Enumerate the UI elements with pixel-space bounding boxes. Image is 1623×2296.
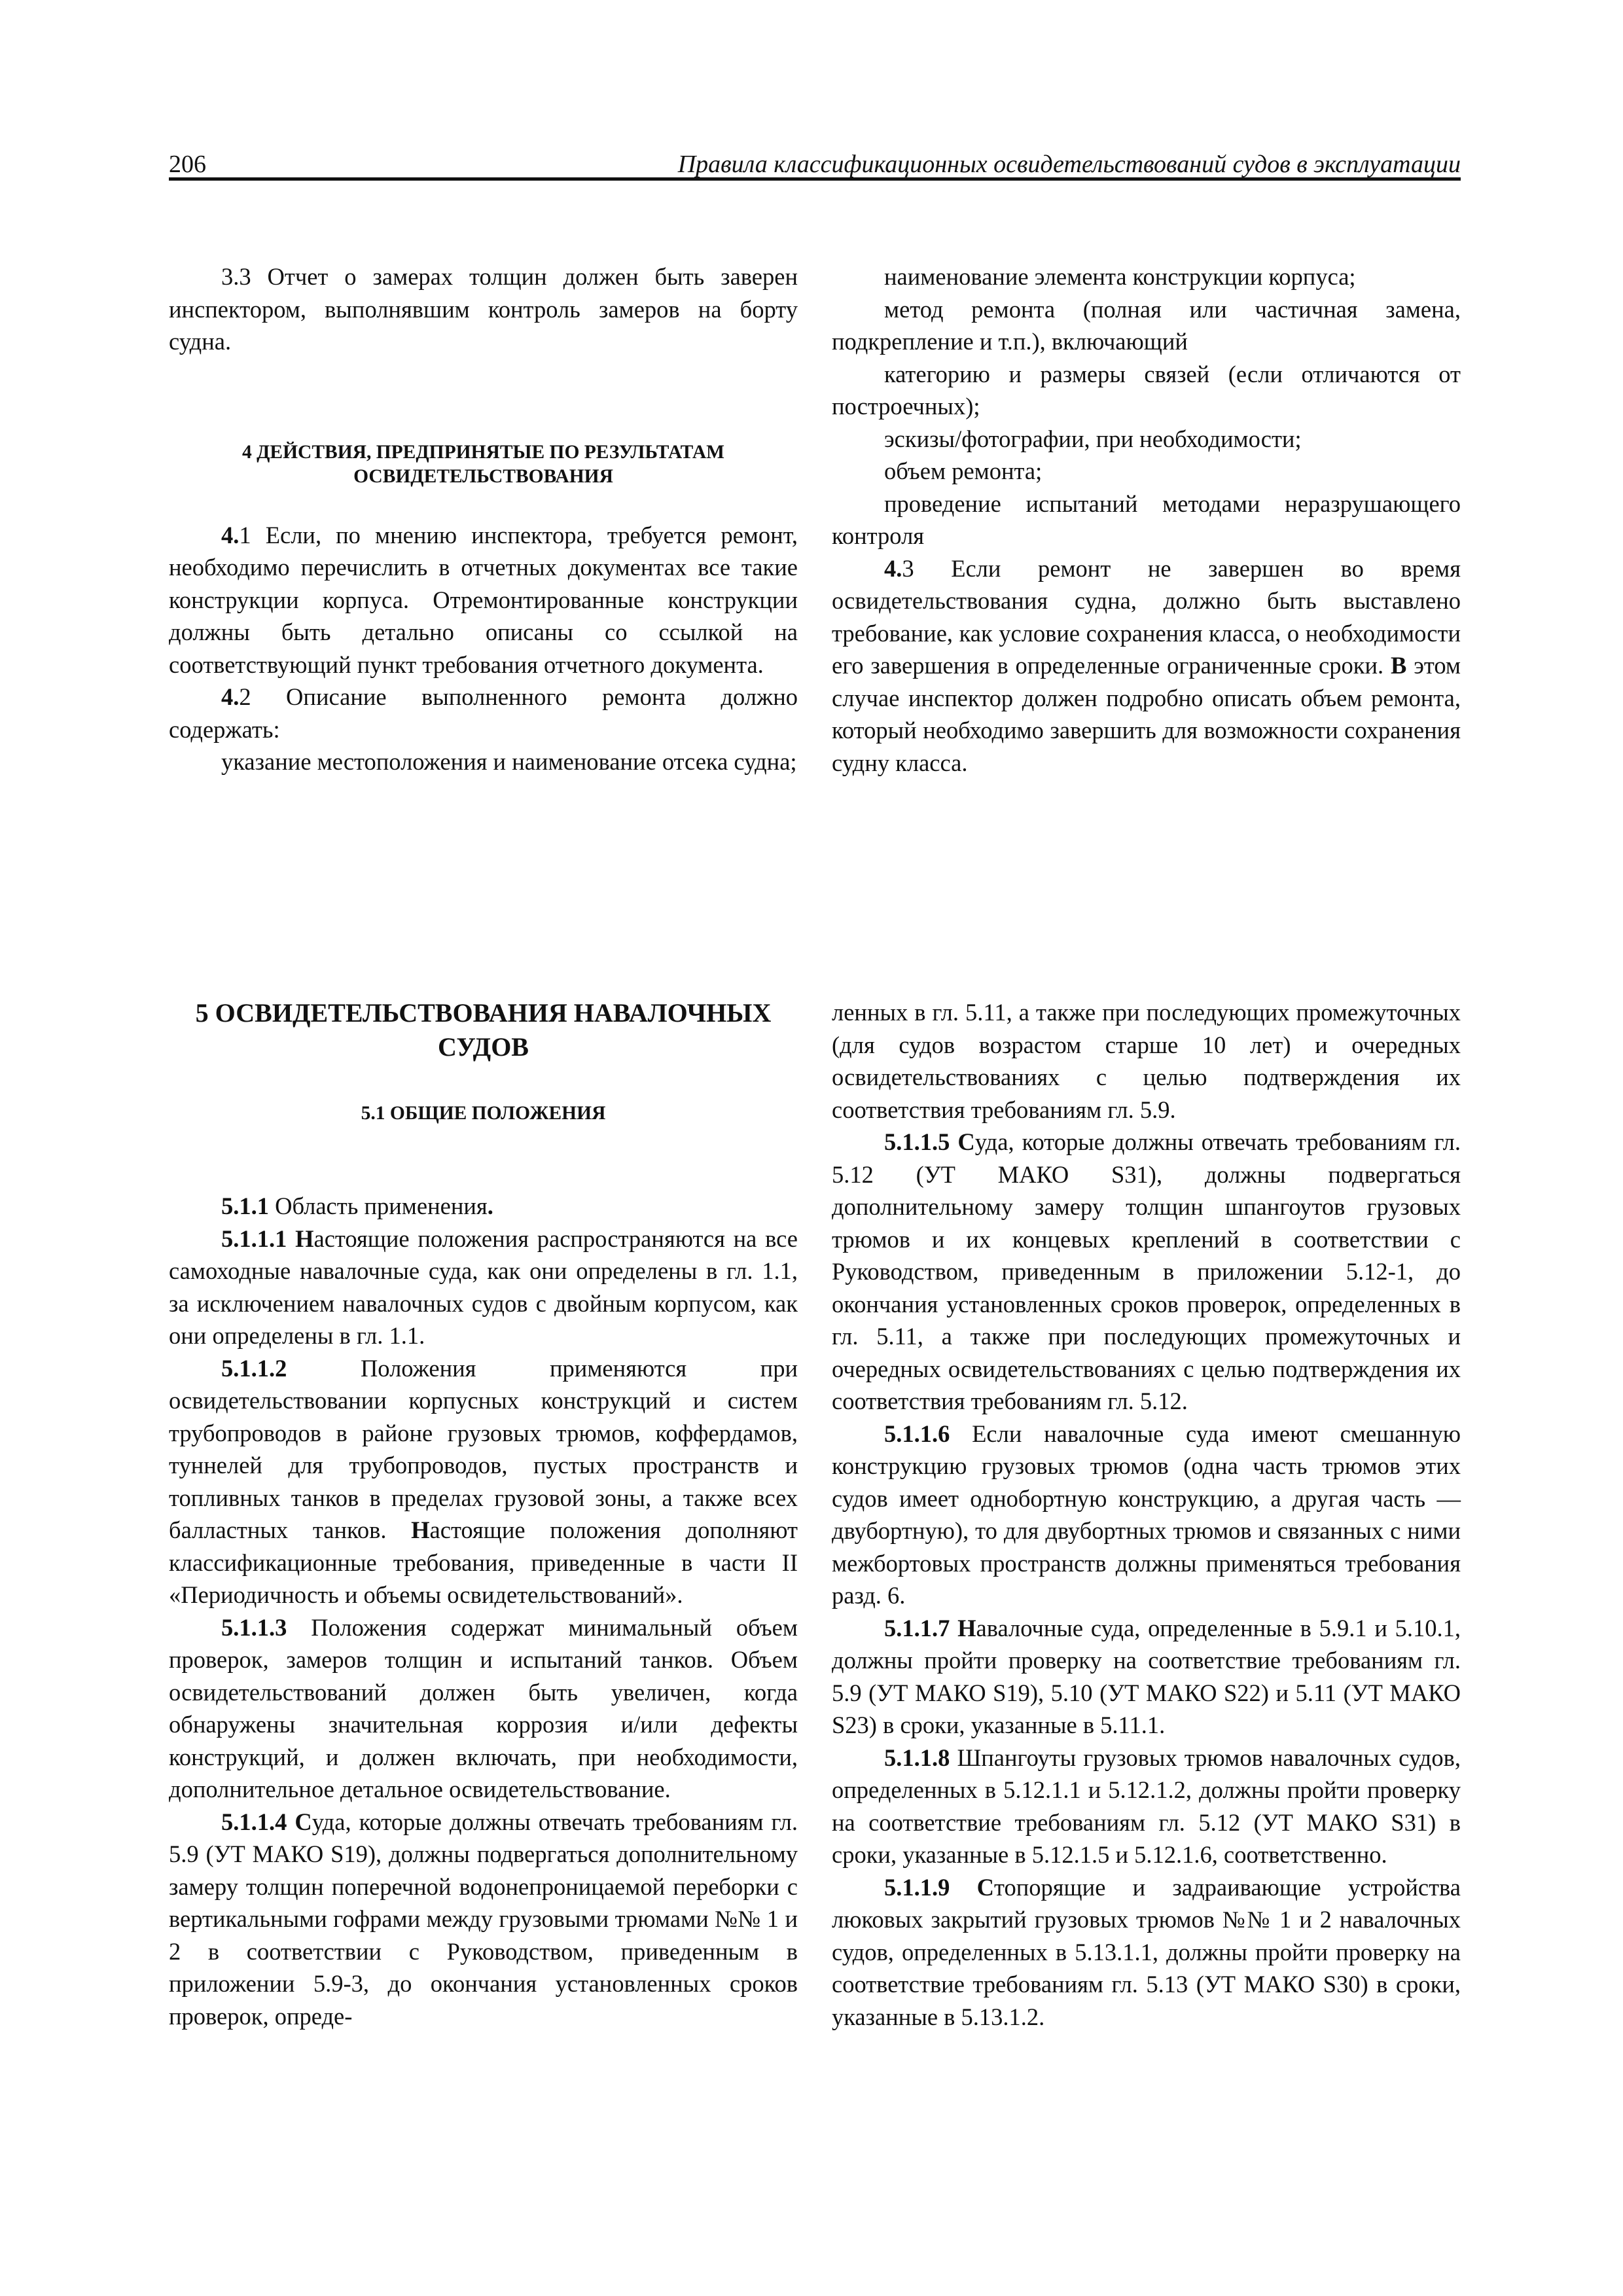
clause-number: 5.1.1.1 bbox=[221, 1225, 287, 1252]
list-item: метод ремонта (полная или частичная замена, подкрепление и т.п.), включающий bbox=[832, 295, 1461, 355]
paragraph-5-1-1-7 bbox=[832, 1612, 1461, 1742]
paragraph-text: Описание выполненного ремонта должно содержать: bbox=[169, 683, 798, 743]
clause-number: 5.1.1.3 bbox=[221, 1613, 287, 1641]
paragraph-text: Область применения bbox=[269, 1193, 488, 1219]
section-b-right-column bbox=[832, 996, 1461, 2033]
page-number: 206 bbox=[169, 151, 206, 178]
paragraph-5-1-1-5 bbox=[832, 1126, 1461, 1418]
paragraph-5-1-1-8 bbox=[832, 1742, 1461, 1871]
list-item: эскизы/фотографии, при необходимости; bbox=[884, 425, 1302, 452]
clause-number: 5.1.1.8 bbox=[884, 1744, 950, 1771]
paragraph-3-3: 3.3 Отчет о замерах толщин должен быть заверен инспектором, выполнявшим контроль замеров на борту судна. bbox=[169, 263, 798, 355]
bold-letter: В bbox=[1391, 652, 1407, 679]
bold-letter: Н bbox=[950, 1614, 976, 1641]
clause-number: 5.1.1.5 bbox=[884, 1128, 950, 1155]
clause-number: 5.1.1.4 bbox=[221, 1808, 287, 1835]
section-a-left-column bbox=[169, 260, 798, 778]
clause-number: 4. bbox=[221, 521, 240, 548]
section-5-1-title: 5.1 ОБЩИЕ ПОЛОЖЕНИЯ bbox=[361, 1103, 606, 1124]
list-item: проведение испытаний методами неразрушающего контроля bbox=[832, 490, 1461, 549]
paragraph-text: Положения содержат минимальный объем проверок, замеров толщин и испытаний танков. Объем освидетельствований должен быть увеличен, когда обнаружены значительная коррозия и/или дефекты конструкций, и должен включать, при необходимости, дополнительное детальное освидетельствование. bbox=[169, 1613, 798, 1803]
clause-number-tail: 1 bbox=[239, 521, 251, 548]
clause-number-tail: 3 bbox=[902, 554, 914, 582]
page-header bbox=[169, 148, 1461, 181]
header-rule bbox=[169, 177, 1461, 181]
bold-letter: С bbox=[950, 1873, 995, 1901]
clause-number: 4. bbox=[221, 683, 240, 710]
clause-number-tail: 2 bbox=[239, 683, 251, 710]
paragraph-text: Положения применяются при освидетельствовании корпусных конструкций и систем трубопроводов в районе грузовых трюмов, коффердамов, туннелей для трубопроводов, пустых пространств и топливных танков в пределах грузовой зоны, а также всех балластных танков. bbox=[169, 1354, 798, 1543]
paragraph-text: астоящие положения дополняют классификационные требования, приведенные в части II «Периодичность и объемы освидетельствований». bbox=[169, 1516, 798, 1608]
paragraph-5-1-1-1 bbox=[169, 1223, 798, 1352]
paragraph-4-3 bbox=[832, 552, 1461, 780]
list-item: указание местоположения и наименование отсека судна; bbox=[221, 748, 797, 775]
list-item: наименование элемента конструкции корпуса; bbox=[884, 263, 1356, 290]
paragraph-text: этом случае инспектор должен подробно описать объем ремонта, который необходимо завершить для возможности сохранения судну класса. bbox=[832, 652, 1461, 776]
clause-number: 5.1.1 bbox=[221, 1193, 269, 1219]
paragraph-text: Если навалочные суда имеют смешанную конструкцию грузовых трюмов (одна часть трюмов этих судов имеет однобортную конструкцию, а другая часть — двубортную), то для двубортных трюмов и связанных с ними межбортовых пространств должны применяться требования разд. 6. bbox=[832, 1420, 1461, 1609]
paragraph-text: уда, которые должны отвечать требованиям гл. 5.12 (УТ МАКО S31), должны подвергаться дополнительному замеру толщин шпангоутов грузовых трюмов и их концевых креплений в соответствии с Руководством, приведенным в приложении 5.12-1, до окончания установленных сроков проверок, определенных в гл. 5.11, а также при последующих промежуточных и очередных освидетельствованиях с целью подтверждения их соответствия требованиям гл. 5.12. bbox=[832, 1128, 1461, 1414]
paragraph-5-1-1-2 bbox=[169, 1352, 798, 1611]
paragraph-text: авалочные суда, определенные в 5.9.1 и 5.10.1, должны пройти проверку на соответствие требованиям гл. 5.9 (УТ МАКО S19), 5.10 (УТ МАКО S22) и 5.11 (УТ МАКО S23) в сроки, указанные в 5.11.1. bbox=[832, 1614, 1461, 1738]
bold-letter: С bbox=[950, 1128, 975, 1155]
clause-number: 5.1.1.7 bbox=[884, 1614, 950, 1641]
bold-dot: . bbox=[487, 1193, 493, 1219]
paragraph-text: уда, которые должны отвечать требованиям гл. 5.9 (УТ МАКО S19), должны подвергаться дополнительному замеру толщин поперечной водонепроницаемой переборки с вертикальными гофрами между грузовыми трюмами №№ 1 и 2 в соответствии с Руководством, приведенным в приложении 5.9-3, до окончания установленных сроков проверок, опреде- bbox=[169, 1808, 798, 2030]
paragraph-5-1-1 bbox=[169, 1190, 798, 1223]
clause-number: 5.1.1.2 bbox=[221, 1354, 287, 1382]
bold-letter: Н bbox=[287, 1225, 314, 1252]
running-title: Правила классификационных освидетельствований судов в эксплуатации bbox=[677, 151, 1461, 178]
paragraph-5-1-1-9 bbox=[832, 1871, 1461, 2034]
section-b-left-column bbox=[169, 996, 798, 2032]
paragraph-5-1-1-6 bbox=[832, 1418, 1461, 1612]
paragraph-4-1 bbox=[169, 519, 798, 681]
bold-letter: Н bbox=[411, 1516, 430, 1543]
clause-number: 4. bbox=[884, 554, 902, 582]
list-item: категорию и размеры связей (если отличаются от построечных); bbox=[832, 360, 1461, 420]
paragraph-text: астоящие положения распространяются на все самоходные навалочные суда, как они определены в гл. 1.1, за исключением навалочных судов с двойным корпусом, как они определены в гл. 1.1. bbox=[169, 1225, 798, 1349]
clause-number: 5.1.1.9 bbox=[884, 1873, 950, 1901]
paragraph-text: Если, по мнению инспектора, требуется ремонт, необходимо перечислить в отчетных документах все такие конструкции корпуса. Отремонтированные конструкции должны быть детально описаны со ссылкой на соответствующий пункт требования отчетного документа. bbox=[169, 521, 798, 678]
paragraph-4-2 bbox=[169, 681, 798, 745]
paragraph-text: Шпангоуты грузовых трюмов навалочных судов, определенных в 5.12.1.1 и 5.12.1.2, должны пройти проверку на соответствие требованиям гл. 5.12 (УТ МАКО S31) в сроки, указанные в 5.12.1.5 и 5.12.1.6, соответственно. bbox=[832, 1744, 1461, 1868]
section-a-right-column bbox=[832, 260, 1461, 779]
chapter-5-title: 5 ОСВИДЕТЕЛЬСТВОВАНИЯ НАВАЛОЧНЫХ СУДОВ bbox=[195, 998, 772, 1062]
paragraph-text: Если ремонт не завершен во время освидетельствования судна, должно быть выставлено требование, как условие сохранения класса, о необходимости его завершения в определенные ограниченные сроки. bbox=[832, 554, 1461, 679]
paragraph-5-1-1-4 bbox=[169, 1806, 798, 2033]
list-item: объем ремонта; bbox=[884, 457, 1043, 484]
bold-letter: С bbox=[287, 1808, 312, 1835]
paragraph-5-1-1-3 bbox=[169, 1611, 798, 1806]
paragraph-text: топорящие и задраивающие устройства люковых закрытий грузовых трюмов №№ 1 и 2 навалочных судов, определенных в 5.13.1.1, должны пройти проверку на соответствие требованиям гл. 5.13 (УТ МАКО S30) в сроки, указанные в 5.13.1.2. bbox=[832, 1873, 1461, 2030]
section-4-heading: 4 ДЕЙСТВИЯ, ПРЕДПРИНЯТЫЕ ПО РЕЗУЛЬТАТАМ ОСВИДЕТЕЛЬСТВОВАНИЯ bbox=[242, 441, 724, 487]
clause-number: 5.1.1.6 bbox=[884, 1420, 950, 1447]
paragraph-continuation: ленных в гл. 5.11, а также при последующих промежуточных (для судов возрастом старше 10 лет) и очередных освидетельствованиях с целью подтверждения их соответствия требованиям гл. 5.9. bbox=[832, 999, 1461, 1123]
